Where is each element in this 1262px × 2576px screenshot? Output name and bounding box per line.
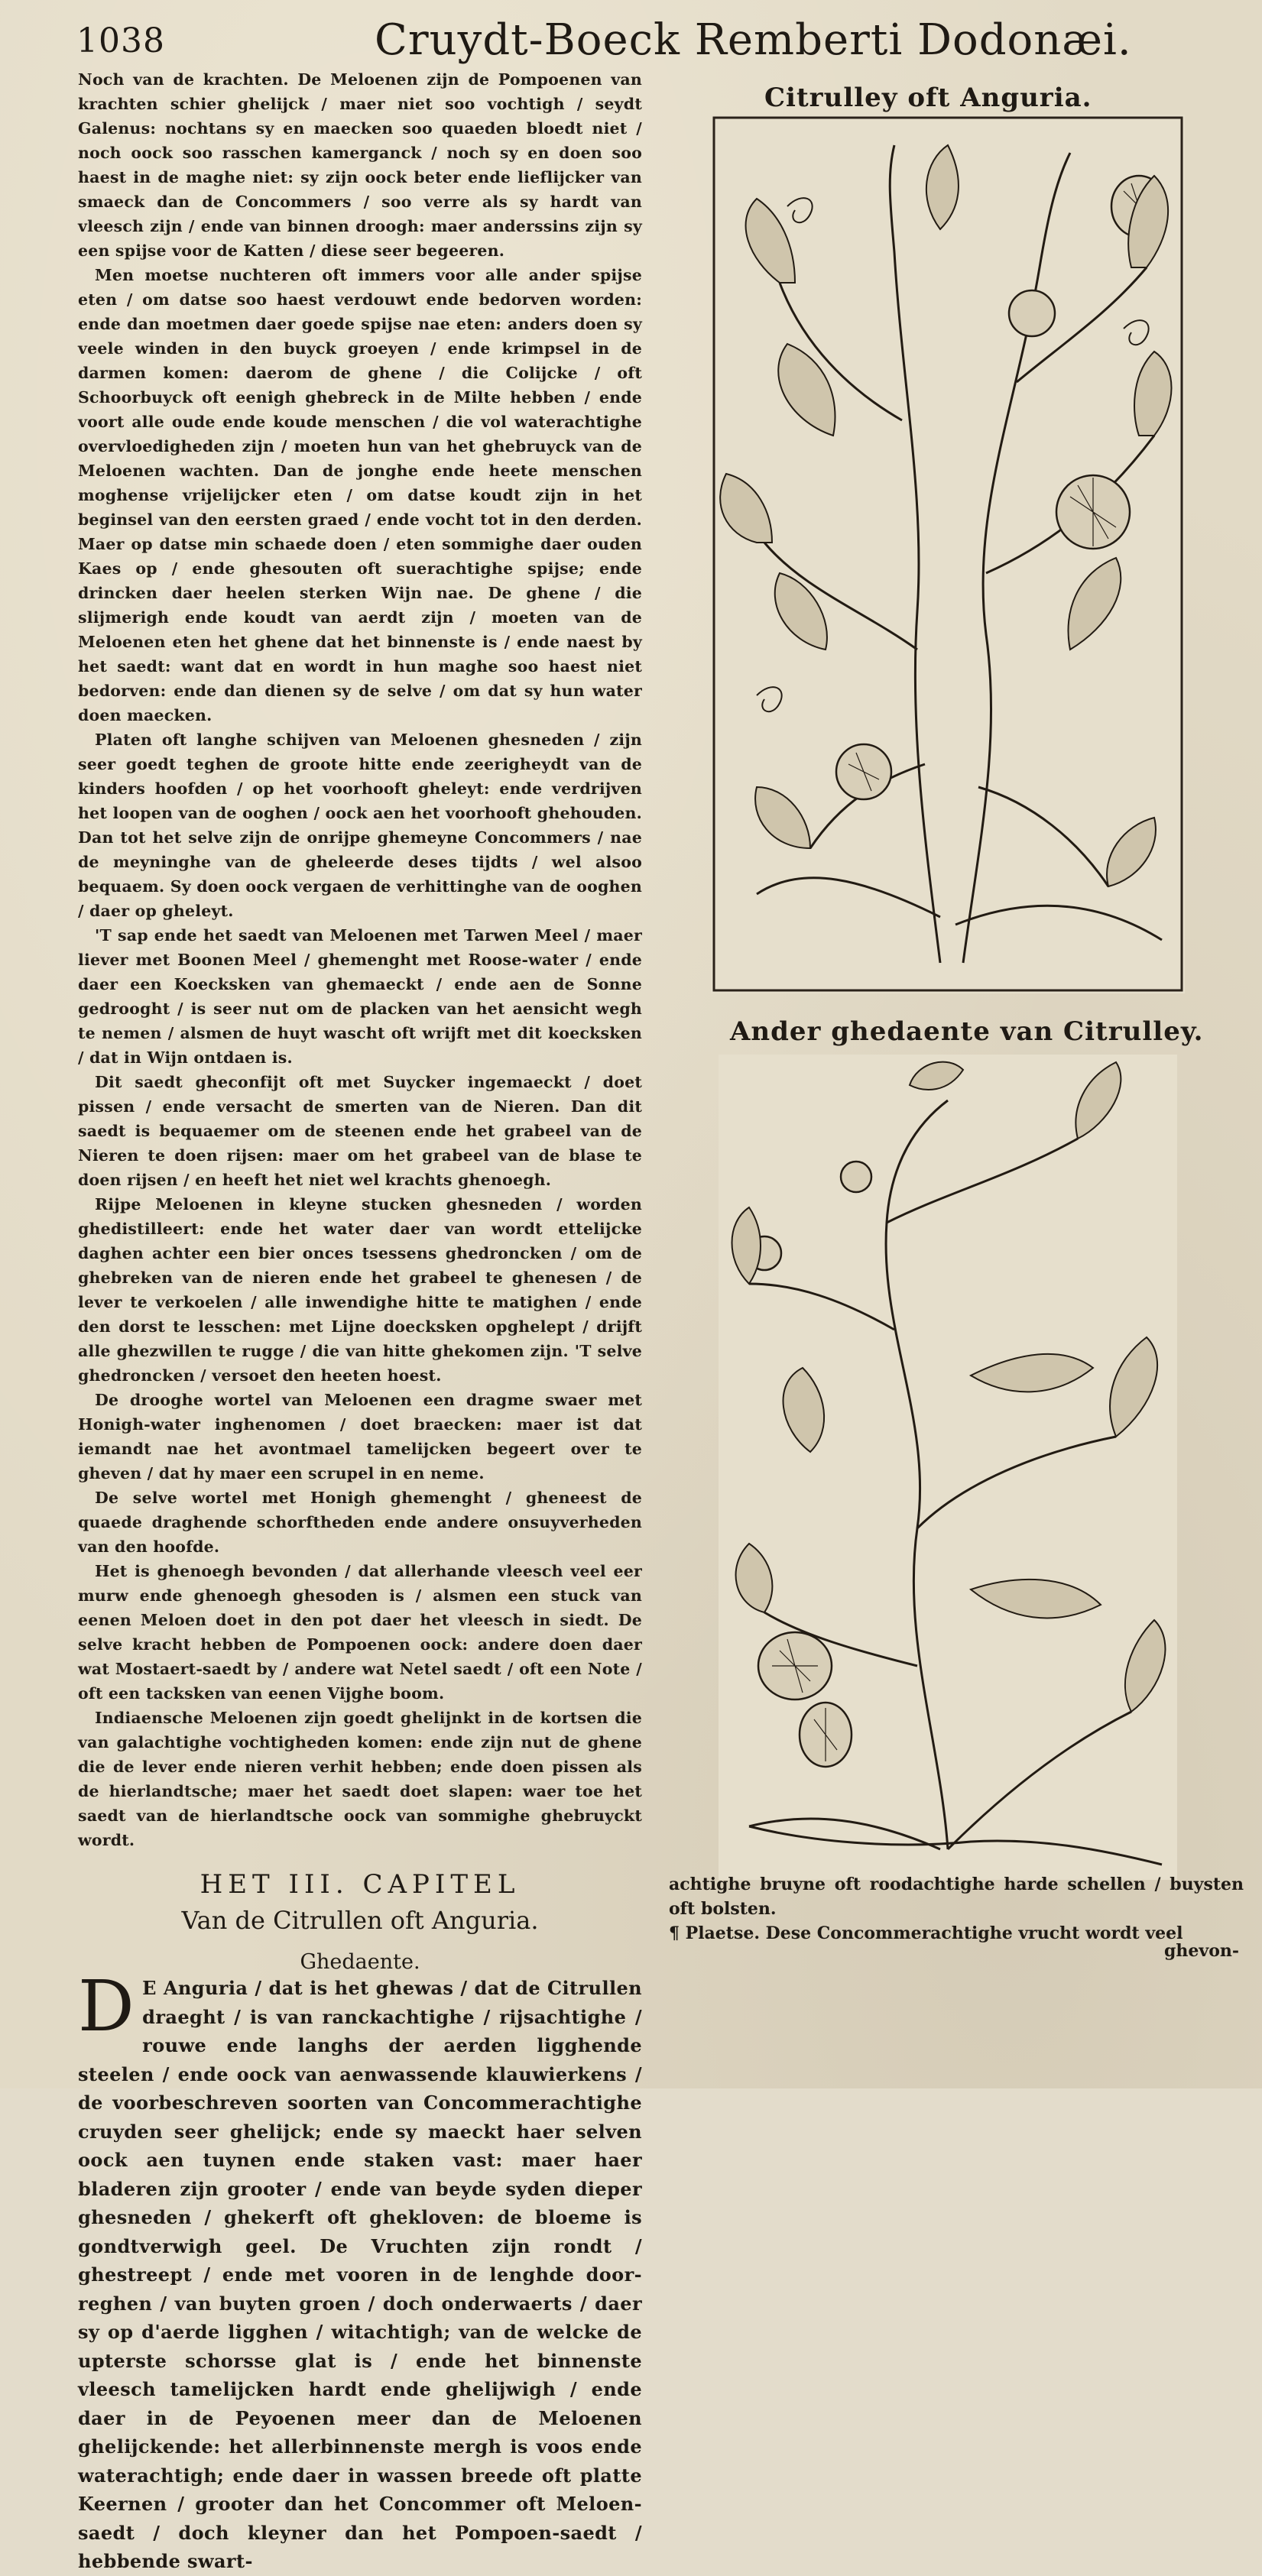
paragraph: Men moetse nuchteren oft immers voor alle ander spijse eten / om datse soo haest verdouwt ende bedorven worden: ende dan moetmen daer goede spijse nae eten: anders doen sy veele winden in den buyck groeyen / ende krimpsel in de darmen komen: daerom de ghene / die Colijcke / oft Schoorbuyck oft eenigh ghebreck in de Milte hebben / ende voort alle oude ende koude menschen / die vol waterachtighe overvloedigheden zijn / moeten hun van het ghebruyck van de Meloenen wachten. Dan de jonghe ende heete menschen moghense vrijelijcker eten / om datse koudt zijn in het beginsel van den eersten graed / ende vocht tot in den derden. Maer op datse min schaede doen / eten sommighe daer ouden Kaes op / ende ghesouten oft suerachtighe spijse; ende drincken daer heelen sterken Wijn nae. De ghene / die slijmerigh ende koudt van aerdt zijn / moeten van de Meloenen eten het ghene dat het binnenste is / ende naest by het saedt: want dat en wordt in hun maghe soo haest niet bedorven: ende dan dienen sy de selve / om dat sy hun water doen maecken.	[78, 266, 642, 724]
plaetse-text: ¶ Plaetse. Dese Concommerachtighe vrucht wordt veel	[669, 1923, 1183, 1943]
paragraph: De drooghe wortel van Meloenen een dragme swaer met Honigh-water inghenomen / doet braecken: maer ist dat iemandt nae het avontmael tamelijcken begeert over te gheven / dat hy maer een scrupel in en neme.	[78, 1391, 642, 1482]
chapter-text: E Anguria / dat is het ghewas / dat de Citrullen draeght / is van ranckachtighe / rijsachtighe / rouwe ende langhs der aerden ligghende steelen / ende oock van aenwassende klauwierkens / de voorbeschreven soorten van Concommerachtighe cruyden seer ghelijck; ende sy maeckt haer selven oock aen tuynen ende staken vast: maer haer bladeren zijn grooter / ende van beyde syden dieper ghesneden / ghekerft oft ghekloven: de bloeme is gondtverwigh geel. De Vruchten zijn rondt / ghestreept / ende met vooren in de lenghde door-reghen / van buyten groen / doch onderwaerts / daer sy op d'aerde ligghen / witachtigh; van de welcke de upterste schorsse glat is / ende het binnenste vleesch tamelijcken hardt ende ghelijwigh / ende daer in de Peyoenen meer dan de Meloenen ghelijckende: het allerbinnenste mergh is voos ende waterachtigh; ende daer in wassen breede oft platte Keernen / grooter dan het Concommer oft Meloen-saedt / doch kleyner dan het Pompoen-saedt / hebbende swart-	[78, 1977, 642, 2572]
page-number: 1038	[76, 21, 165, 60]
paragraph: Platen oft langhe schijven van Meloenen ghesneden / zijn seer goedt teghen de groote hitte ende zeerigheydt van de kinders hoofden / op het voorhooft gheleyt: ende verdrijven het loopen van de ooghen / oock aen het voorhooft ghehouden. Dan tot het selve zijn de onrijpe ghemeyne Concommers / nae de meyninghe van de gheleerde deses tijdts / wel alsoo bequaem. Sy doen oock vergaen de verhittinghe van de ooghen / daer op gheleyt.	[78, 731, 642, 920]
chapter-subheading: Ghedaente.	[300, 1950, 420, 1974]
chapter-heading: HET III. CAPITEL	[200, 1869, 521, 1900]
right-column-text	[669, 1872, 1244, 1946]
chapter-title: Van de Citrullen oft Anguria.	[181, 1906, 539, 1935]
drop-cap: D	[78, 1965, 135, 2047]
left-text-column	[78, 67, 642, 2576]
paragraph: Dit saedt gheconfijt oft met Suycker ingemaeckt / doet pissen / ende versacht de smerten van de Nieren. Dan dit saedt is bequaemer om de steenen ende het grabeel van de Nieren te doen rijsen: maer om het grabeel van de blase te doen rijsen / en heeft het niet wel krachts ghenoegh.	[78, 1073, 642, 1189]
citrullus-variant-drawing	[719, 1055, 1177, 1880]
woodcut-citrullus-variant-illustration	[719, 1055, 1177, 1880]
paragraph: De selve wortel met Honigh ghemenght / gheneest de quaede draghende schorftheden ende andere onsuyverheden van den hoofde.	[78, 1489, 642, 1556]
citrullus-vine-drawing	[711, 115, 1185, 993]
figure-caption-2: Ander ghedaente van Citrulley.	[730, 1016, 1204, 1047]
paragraph: Noch van de krachten. De Meloenen zijn de Pompoenen van krachten schier ghelijck / maer niet soo vochtigh / seydt Galenus: nochtans sy en maecken soo quaeden bloedt niet / noch oock soo rasschen kamerganck / noch sy en doen soo haest in de maghe niet: sy zijn oock beter ende lieflijcker van smaeck dan de Concommers / soo verre als sy hardt van vleesch zijn / ende van binnen droogh: maer anderssins zijn sy een spijse voor de Katten / diese seer begeeren.	[78, 70, 642, 260]
paragraph: Rijpe Meloenen in kleyne stucken ghesneden / worden ghedistilleert: ende het water daer van wordt ettelijcke daghen achter een bier onces tsessens ghedroncken / om de ghebreken van de nieren ende het grabeel te ghenesen / de lever te verkoelen / alle inwendighe hitte te matighen / ende den dorst te lesschen: met Lijne doecksken opghelept / drijft alle ghezwillen te rugge / die van hitte ghekomen zijn. 'T selve ghedroncken / versoet den heeten hoest.	[78, 1195, 642, 1385]
figure-caption-1: Citrulley oft Anguria.	[764, 83, 1092, 113]
medical-uses-text	[78, 67, 642, 1852]
continuation-text: achtighe bruyne oft roodachtighe harde schellen / buysten oft bolsten.	[669, 1874, 1244, 1919]
paragraph: Indiaensche Meloenen zijn goedt ghelijnkt in de kortsen die van galachtighe vochtigheden komen: ende zijn nut de ghene die de lever ende nieren verhit hebben; ende doen pissen als de hierlandtsche; maer het saedt doet slapen: waer toe het saedt van de hierlandtsche oock van sommighe ghebruyckt wordt.	[78, 1709, 642, 1849]
woodcut-citrullus-illustration	[711, 115, 1185, 993]
catchword: ghevon-	[1164, 1941, 1239, 1961]
running-title: Cruydt-Boeck Remberti Dodonæi.	[375, 15, 1132, 65]
paragraph: Het is ghenoegh bevonden / dat allerhande vleesch veel eer murw ende ghenoegh ghesoden is / alsmen een stuck van eenen Meloen doet in den pot daer het vleesch in siedt. De selve kracht hebben de Pompoenen oock: andere doen daer wat Mostaert-saedt by / andere wat Netel saedt / oft een Note / oft een tacksken van eenen Vijghe boom.	[78, 1562, 642, 1703]
paragraph: 'T sap ende het saedt van Meloenen met Tarwen Meel / maer liever met Boonen Meel / ghemenght met Roose-water / ende daer een Koecksken van ghemaeckt / ende aen de Sonne gedrooght / is seer nut om de placken van het aensicht wegh te nemen / alsmen de huyt wascht oft wrijft met dit koecksken / dat in Wijn ontdaen is.	[78, 926, 642, 1067]
chapter-body	[78, 1965, 642, 2576]
chapter-paragraph	[78, 1965, 642, 2576]
